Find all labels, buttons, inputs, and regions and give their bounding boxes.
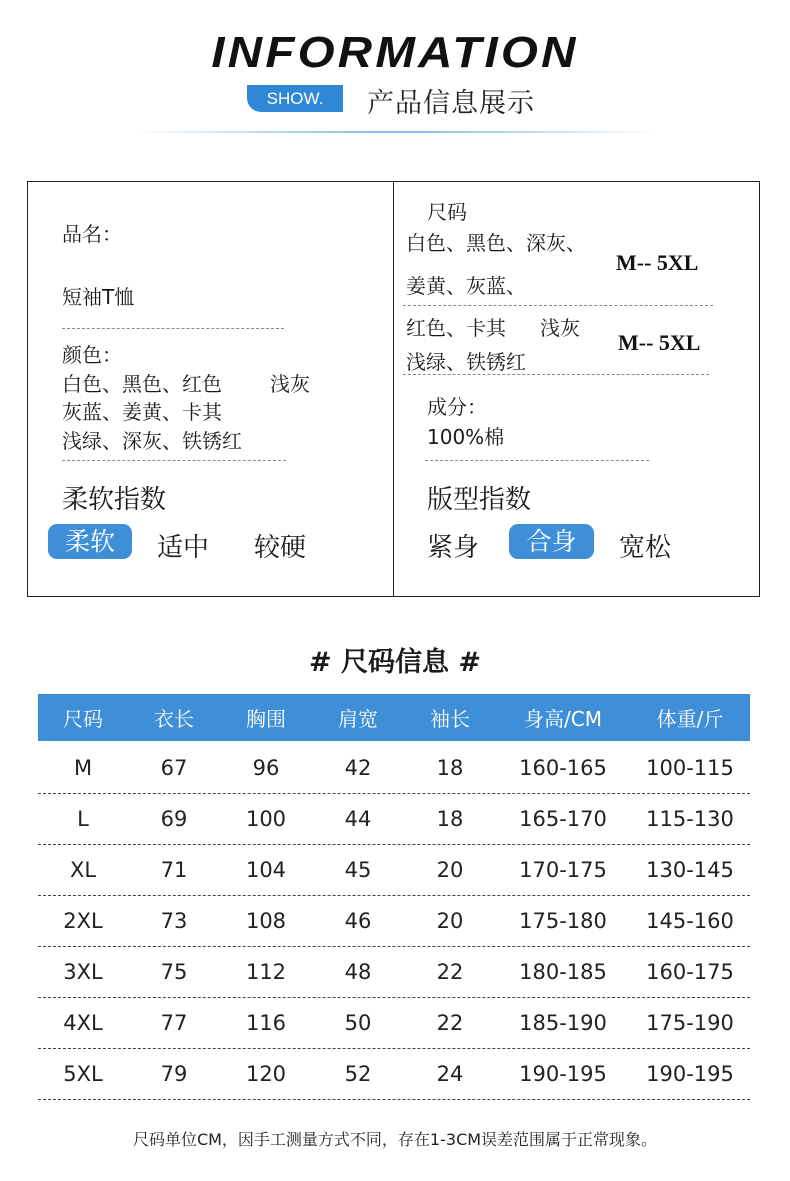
table-cell: 50 (344, 1011, 372, 1035)
table-cell: 79 (160, 1062, 188, 1086)
material-label: 成分： (427, 395, 487, 419)
page-subtitle: 产品信息展示 (367, 88, 535, 119)
table-row (38, 845, 750, 896)
table-cell: 108 (245, 909, 287, 933)
table-cell: 4XL (63, 1011, 103, 1035)
softness-option: 较硬 (254, 533, 307, 563)
fit-title: 版型指数 (427, 485, 532, 515)
table-cell: 190-195 (646, 1062, 734, 1086)
table-cell: 52 (344, 1062, 372, 1086)
table-cell: 170-175 (519, 858, 607, 882)
table-cell: 75 (160, 960, 188, 984)
table-cell: 120 (245, 1062, 287, 1086)
column-header: 胸围 (246, 707, 286, 731)
table-cell: 71 (160, 858, 188, 882)
softness-option: 适中 (157, 533, 210, 563)
table-cell: 165-170 (519, 807, 607, 831)
info-column-divider (393, 181, 394, 597)
table-cell: 44 (344, 807, 372, 831)
size-range-1: M-- 5XL (616, 250, 699, 275)
color-line-1: 白色、黑色、红色 (62, 372, 222, 396)
table-row (38, 947, 750, 998)
column-header: 肩宽 (338, 707, 378, 731)
divider (403, 374, 709, 375)
color-group-1-line-1: 白色、黑色、深灰、 (406, 231, 586, 255)
table-cell: 175-180 (519, 909, 607, 933)
column-header: 身高/CM (524, 707, 602, 731)
table-cell: M (73, 756, 93, 780)
table-cell: 185-190 (519, 1011, 607, 1035)
product-name: 短袖T恤 (62, 285, 135, 309)
color-label: 颜色： (62, 343, 122, 367)
column-header: 尺码 (63, 707, 103, 731)
size-table-header (38, 694, 750, 741)
show-badge: SHOW. (247, 85, 343, 112)
fit-option-selected: 合身 (509, 524, 594, 559)
table-row (38, 1049, 750, 1100)
softness-option-selected: 柔软 (48, 524, 132, 559)
table-cell: 24 (436, 1062, 464, 1086)
table-cell: 42 (344, 756, 372, 780)
table-cell: 145-160 (646, 909, 734, 933)
table-cell: 3XL (63, 960, 103, 984)
table-cell: 45 (344, 858, 372, 882)
header-divider (135, 131, 655, 133)
size-table-title: # 尺码信息 # (308, 647, 482, 678)
size-label: 尺码 (427, 200, 467, 224)
table-row (38, 794, 750, 845)
table-row (38, 896, 750, 947)
column-header: 衣长 (154, 707, 194, 731)
table-cell: 20 (436, 858, 464, 882)
fit-option: 紧身 (427, 533, 480, 563)
material-value: 100%棉 (427, 425, 505, 449)
table-cell: 22 (436, 960, 464, 984)
color-group-2-line-1: 红色、卡其 (406, 316, 506, 340)
divider (62, 460, 286, 461)
table-cell: 2XL (63, 909, 103, 933)
table-cell: 112 (245, 960, 287, 984)
table-cell: 180-185 (519, 960, 607, 984)
table-cell: 175-190 (646, 1011, 734, 1035)
table-cell: 73 (160, 909, 188, 933)
product-name-label: 品名： (62, 222, 122, 246)
table-cell: 18 (436, 756, 464, 780)
table-cell: 20 (436, 909, 464, 933)
table-cell: 22 (436, 1011, 464, 1035)
color-line-1-extra: 浅灰 (270, 372, 310, 396)
table-cell: 100 (245, 807, 287, 831)
divider (62, 328, 284, 329)
table-cell: 48 (344, 960, 372, 984)
fit-option: 宽松 (619, 533, 672, 563)
divider (425, 460, 649, 461)
table-cell: 100-115 (646, 756, 734, 780)
column-header: 袖长 (430, 707, 470, 731)
table-cell: 18 (436, 807, 464, 831)
page-title: INFORMATION (211, 28, 579, 77)
table-cell: 115-130 (646, 807, 734, 831)
table-cell: 160-175 (646, 960, 734, 984)
color-line-2: 灰蓝、姜黄、卡其 (62, 400, 222, 424)
table-cell: L (77, 807, 89, 831)
table-cell: 5XL (63, 1062, 103, 1086)
color-group-1-line-2: 姜黄、灰蓝、 (406, 274, 526, 298)
column-header: 体重/斤 (656, 707, 724, 731)
table-cell: 77 (160, 1011, 188, 1035)
color-line-3: 浅绿、深灰、铁锈红 (62, 429, 242, 453)
table-cell: 104 (245, 858, 287, 882)
table-cell: 46 (344, 909, 372, 933)
table-row (38, 998, 750, 1049)
table-cell: 130-145 (646, 858, 734, 882)
table-cell: 96 (252, 756, 280, 780)
color-group-2-line-1-extra: 浅灰 (540, 316, 580, 340)
table-cell: 160-165 (519, 756, 607, 780)
table-cell: 69 (160, 807, 188, 831)
table-cell: 190-195 (519, 1062, 607, 1086)
size-note: 尺码单位CM，因手工测量方式不同，存在1-3CM误差范围属于正常现象。 (132, 1130, 658, 1149)
softness-title: 柔软指数 (62, 485, 167, 515)
table-row (38, 743, 750, 794)
color-group-2-line-2: 浅绿、铁锈红 (406, 350, 526, 374)
size-range-2: M-- 5XL (618, 330, 701, 355)
divider (403, 305, 713, 306)
table-cell: 116 (245, 1011, 287, 1035)
table-cell: XL (69, 858, 97, 882)
table-cell: 67 (160, 756, 188, 780)
